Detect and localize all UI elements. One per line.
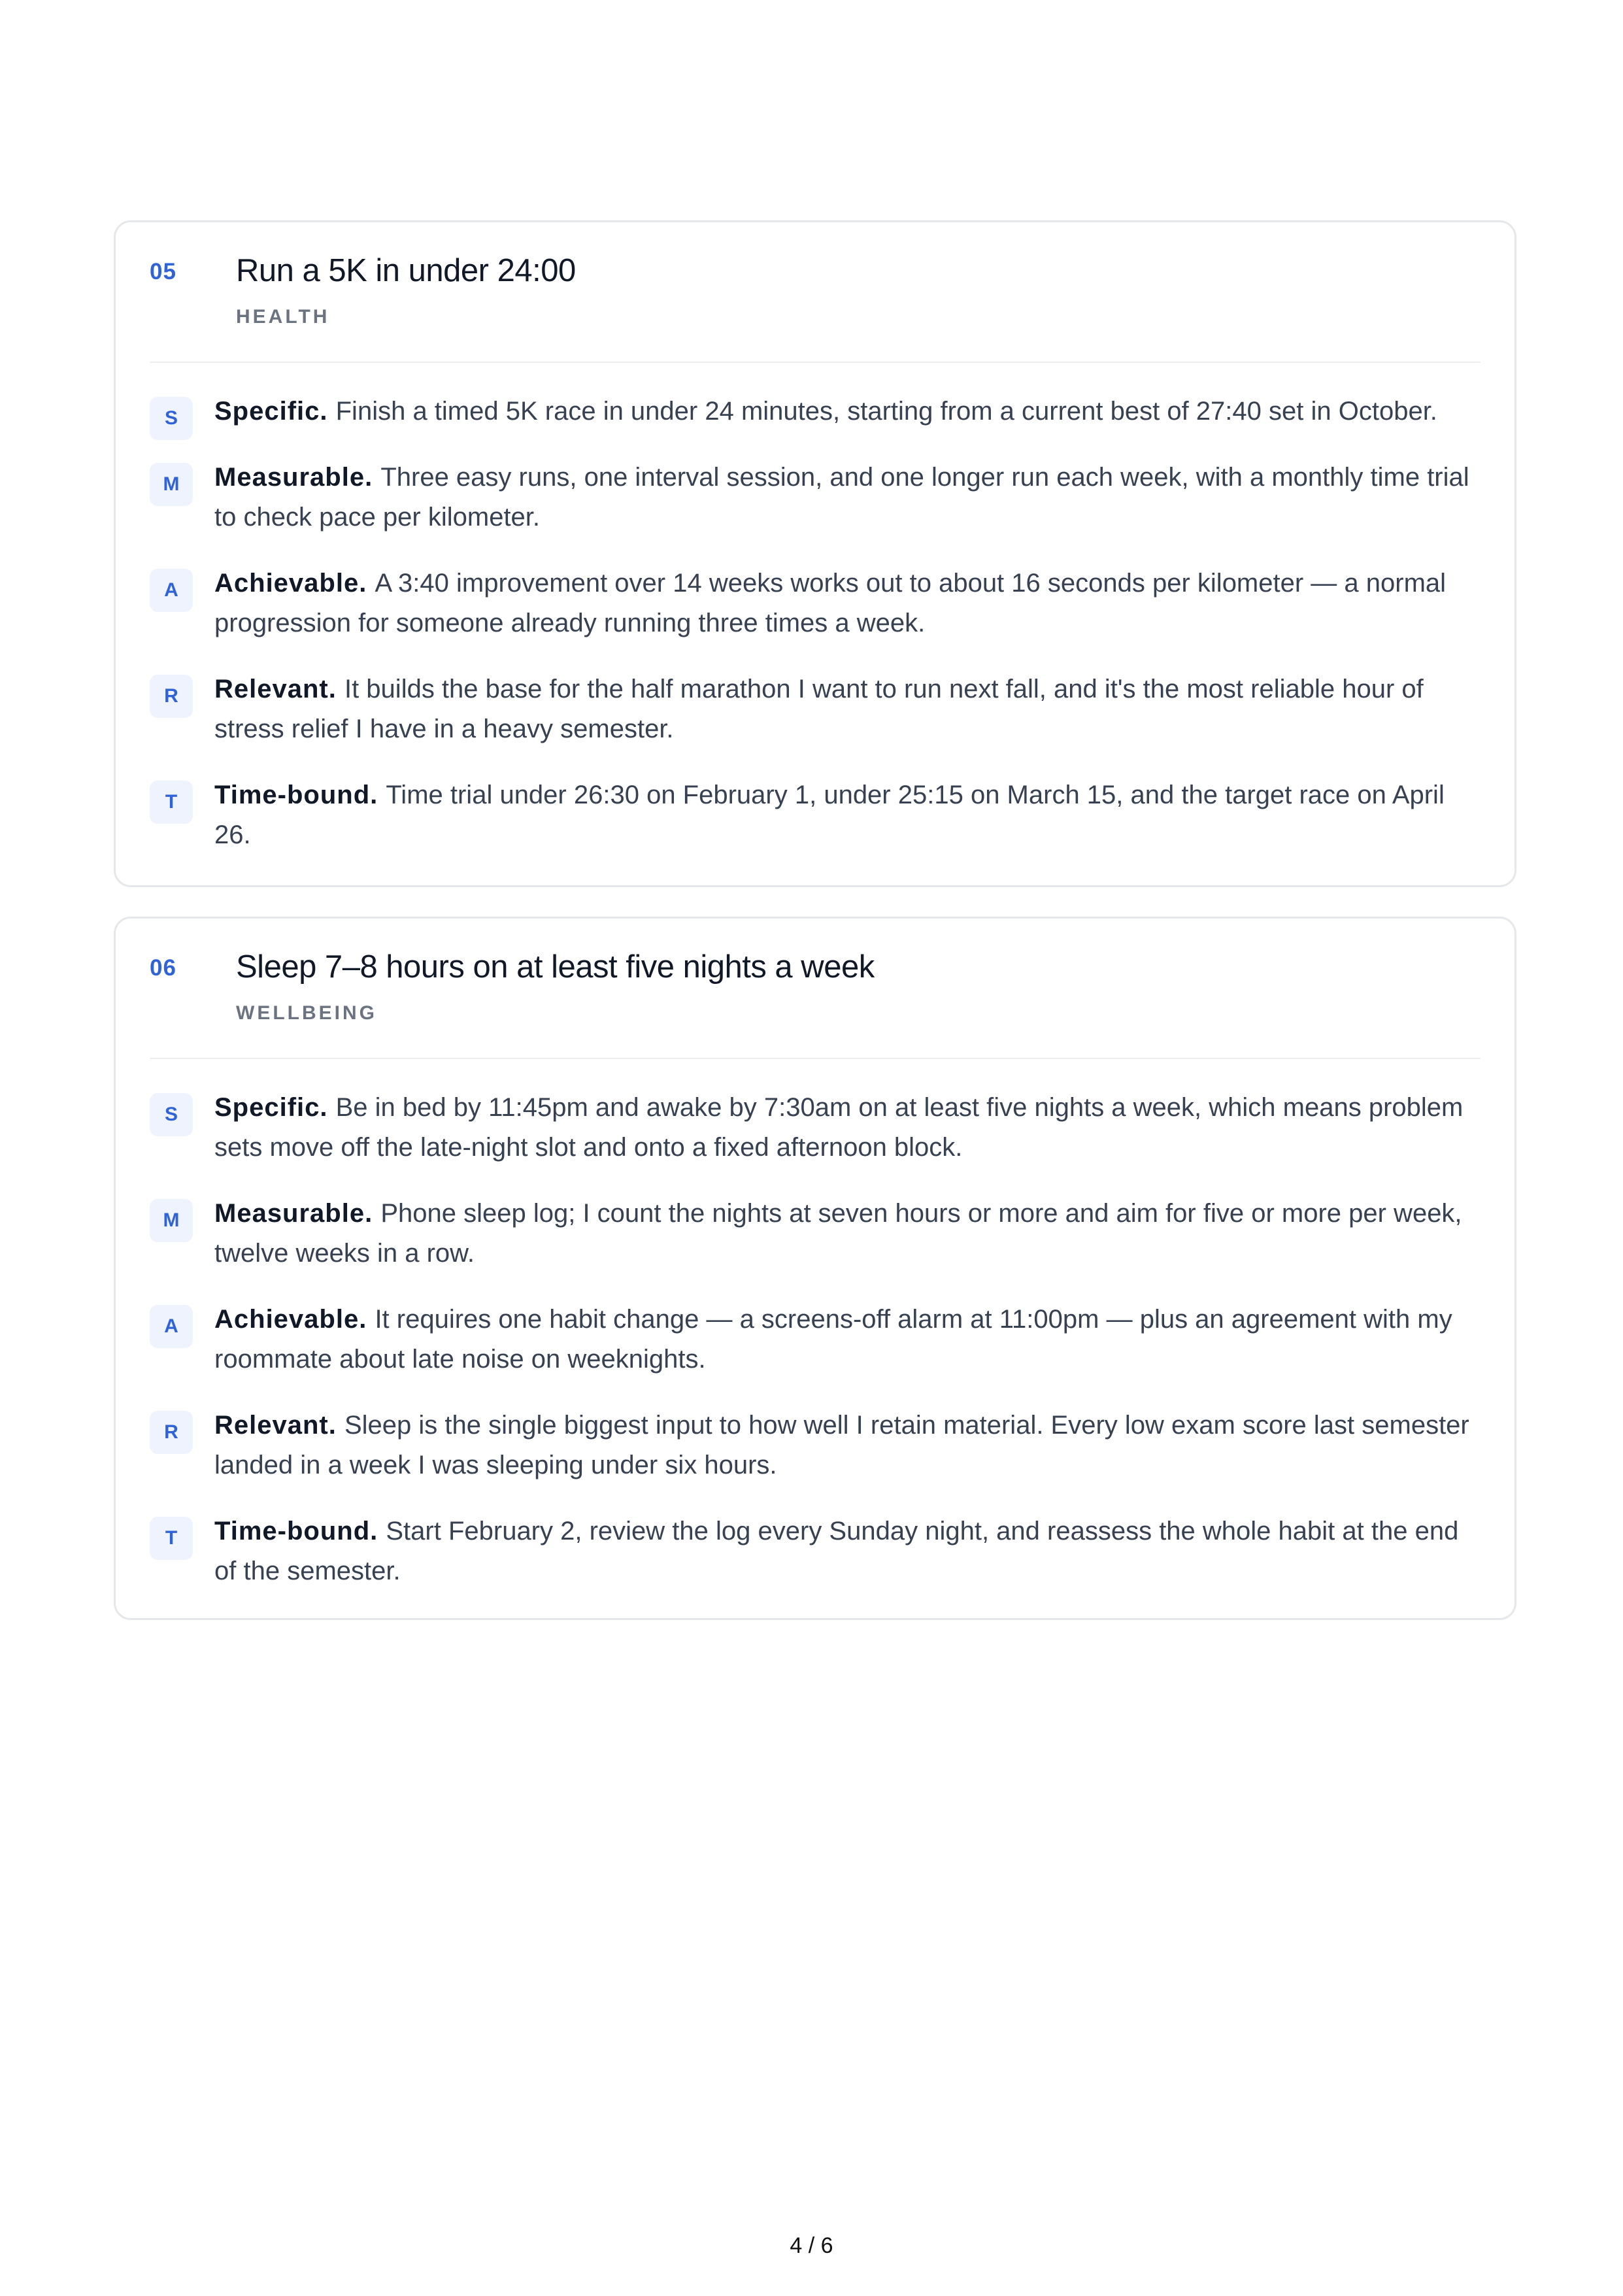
goal-category: HEALTH bbox=[236, 306, 330, 328]
goal-title: Sleep 7–8 hours on at least five nights a week bbox=[236, 949, 875, 985]
letter-badge: S bbox=[150, 397, 193, 440]
goal-number: 05 bbox=[150, 259, 176, 284]
criterion-text: Sleep is the single biggest input to how well I retain material. Every low exam score last semester landed in a week I was sleeping under six hours. bbox=[214, 1411, 1469, 1479]
criterion-relevant bbox=[150, 669, 1481, 749]
letter-badge: A bbox=[150, 569, 193, 612]
letter-badge: M bbox=[150, 1199, 193, 1242]
letter-badge: R bbox=[150, 675, 193, 718]
smart-criteria-list bbox=[150, 363, 1481, 855]
criterion-label: Relevant. bbox=[214, 675, 344, 703]
criterion-achievable bbox=[150, 564, 1481, 643]
letter-badge: T bbox=[150, 781, 193, 824]
criterion-label: Time-bound. bbox=[214, 781, 386, 809]
criterion-label: Achievable. bbox=[214, 1305, 375, 1334]
letter-badge: M bbox=[150, 463, 193, 506]
criterion-measurable bbox=[150, 1194, 1481, 1274]
criterion-label: Achievable. bbox=[214, 569, 375, 598]
goal-category: WELLBEING bbox=[236, 1002, 377, 1024]
criterion-text: It builds the base for the half marathon I want to run next fall, and it's the most reliable hour of stress relief I have in a heavy semester. bbox=[214, 675, 1424, 743]
criterion-measurable bbox=[150, 458, 1481, 537]
criterion-label: Time-bound. bbox=[214, 1517, 386, 1545]
criterion-time-bound bbox=[150, 775, 1481, 855]
goal-card bbox=[114, 917, 1516, 1620]
letter-badge: T bbox=[150, 1517, 193, 1560]
goal-header bbox=[150, 222, 1481, 363]
goal-title: Run a 5K in under 24:00 bbox=[236, 253, 576, 288]
goal-number: 06 bbox=[150, 955, 176, 981]
letter-badge: S bbox=[150, 1093, 193, 1136]
page-number: 4 / 6 bbox=[790, 2233, 833, 2258]
criterion-text: Finish a timed 5K race in under 24 minutes, starting from a current best of 27:40 set in October. bbox=[335, 397, 1437, 426]
criterion-specific bbox=[150, 392, 1481, 431]
criterion-relevant bbox=[150, 1406, 1481, 1485]
criterion-time-bound bbox=[150, 1511, 1481, 1591]
criterion-text: Phone sleep log; I count the nights at seven hours or more and aim for five or more per week, twelve weeks in a row. bbox=[214, 1199, 1462, 1268]
criterion-label: Relevant. bbox=[214, 1411, 344, 1440]
criterion-label: Measurable. bbox=[214, 1199, 381, 1228]
criterion-text: It requires one habit change — a screens-off alarm at 11:00pm — plus an agreement with my roommate about late noise on weeknights. bbox=[214, 1305, 1452, 1374]
criterion-text: Time trial under 26:30 on February 1, under 25:15 on March 15, and the target race on April 26. bbox=[214, 781, 1445, 849]
letter-badge: R bbox=[150, 1411, 193, 1454]
goal-card bbox=[114, 220, 1516, 887]
smart-criteria-list bbox=[150, 1059, 1481, 1591]
letter-badge: A bbox=[150, 1305, 193, 1348]
criterion-text: A 3:40 improvement over 14 weeks works out to about 16 seconds per kilometer — a normal progression for someone already running three times a week. bbox=[214, 569, 1447, 637]
criterion-label: Specific. bbox=[214, 1093, 336, 1122]
criterion-text: Three easy runs, one interval session, and one longer run each week, with a monthly time trial to check pace per kilometer. bbox=[214, 463, 1469, 532]
criterion-text: Start February 2, review the log every Sunday night, and reassess the whole habit at the end of the semester. bbox=[214, 1517, 1459, 1585]
criterion-specific bbox=[150, 1088, 1481, 1168]
criterion-label: Specific. bbox=[214, 397, 336, 426]
criterion-achievable bbox=[150, 1300, 1481, 1379]
criterion-text: Be in bed by 11:45pm and awake by 7:30am on at least five nights a week, which means problem sets move off the late-night slot and onto a fixed afternoon block. bbox=[214, 1093, 1464, 1162]
criterion-label: Measurable. bbox=[214, 463, 381, 492]
goal-header bbox=[150, 919, 1481, 1059]
